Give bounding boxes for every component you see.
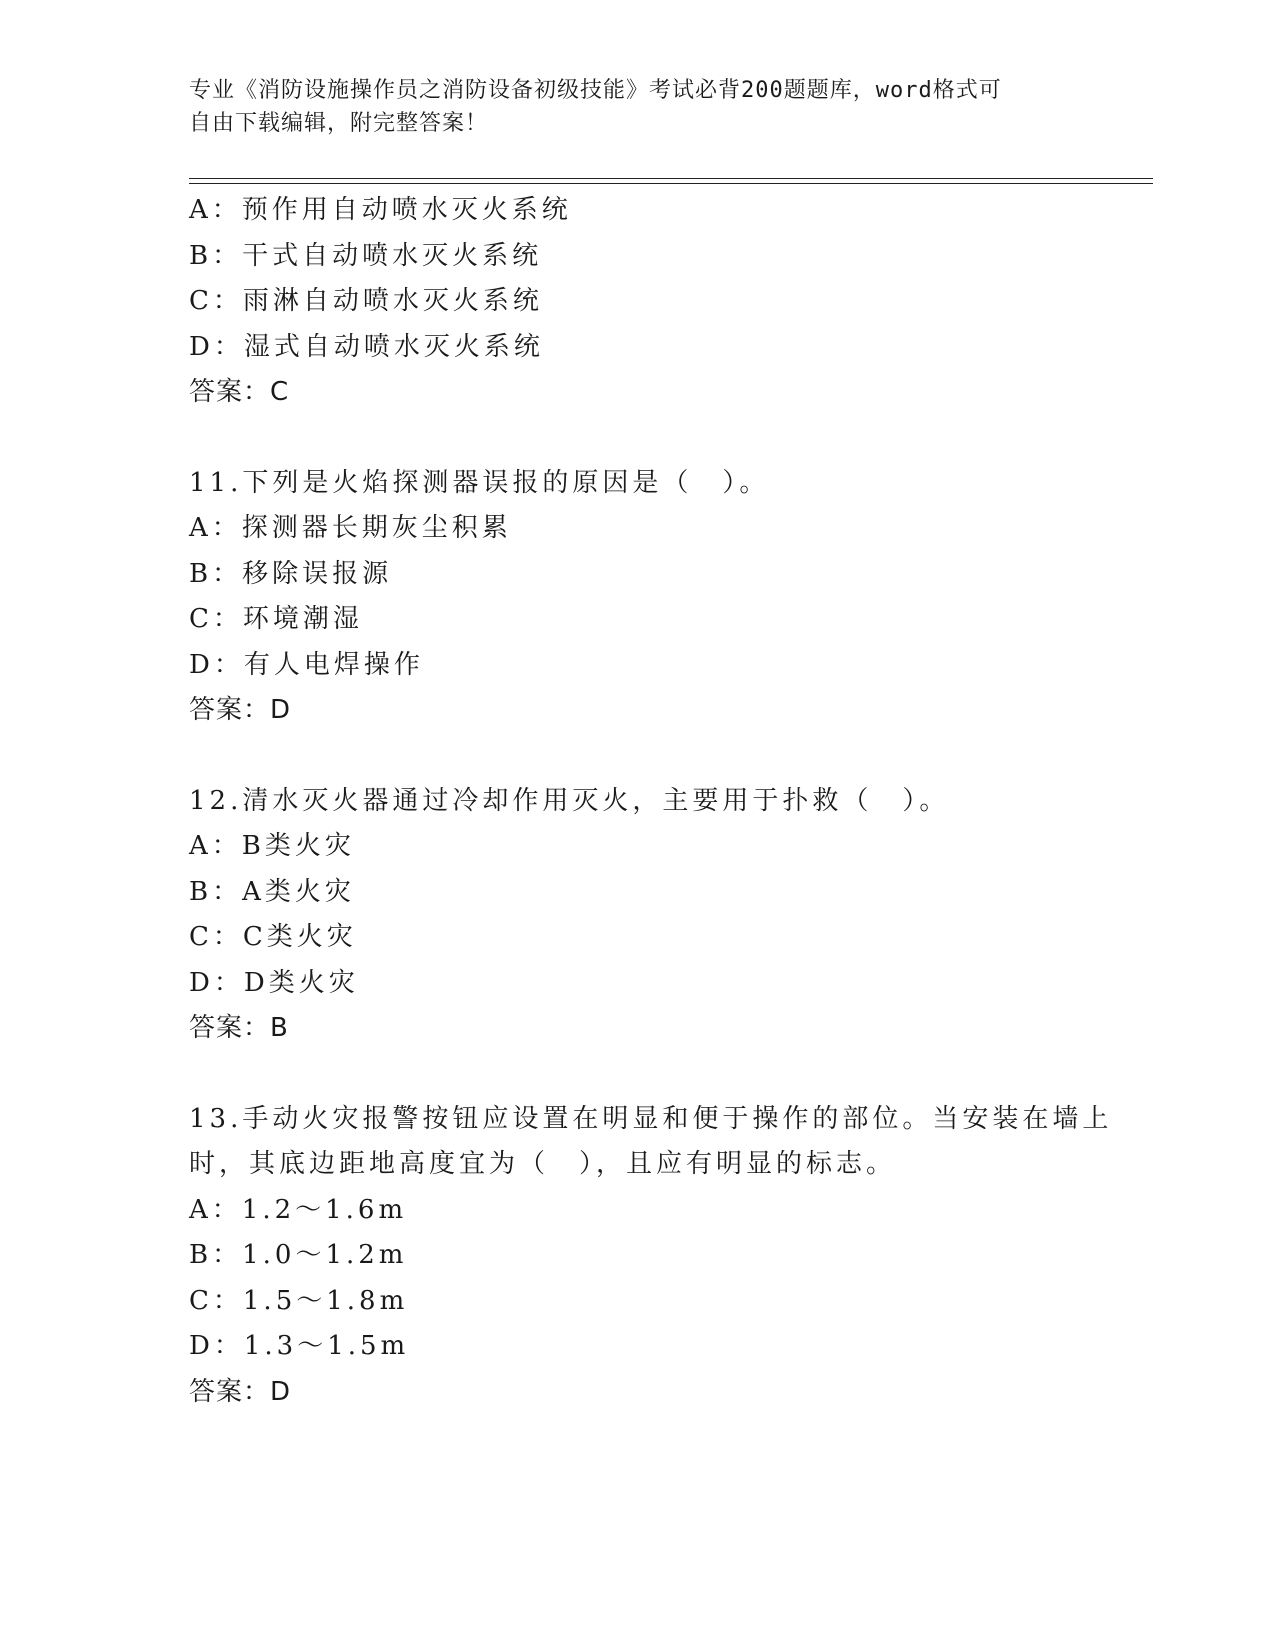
question-block-10 (189, 188, 1089, 416)
question-text: 11.下列是火焰探测器误报的原因是（ ）。 (189, 467, 770, 498)
option-c: C：C类火灾 (189, 922, 357, 952)
option-c: C：1.5～1.8m (189, 1285, 409, 1316)
option-b: B：A类火灾 (189, 876, 355, 907)
question-block-13 (189, 1097, 1113, 1416)
option-d: D：湿式自动喷水灭火系统 (189, 331, 544, 362)
option-b: B：1.0～1.2m (189, 1240, 408, 1270)
answer-text: 答案：B (189, 1013, 289, 1043)
option-d: D：有人电焊操作 (189, 649, 424, 680)
option-c: C：环境潮湿 (189, 604, 363, 634)
option-d: D：1.3～1.5m (189, 1331, 410, 1361)
block-spacer (189, 734, 1089, 779)
question-text-line-1: 13.手动火灾报警按钮应设置在明显和便于操作的部位。当安装在墙上 (189, 1103, 1113, 1134)
option-a: A：预作用自动喷水灭火系统 (189, 195, 572, 225)
option-a: A：1.2～1.6m (189, 1194, 408, 1225)
header-divider-top (189, 178, 1153, 179)
document-header (189, 74, 1089, 140)
option-a: A：探测器长期灰尘积累 (189, 513, 512, 543)
header-divider-bottom (189, 183, 1153, 184)
option-d: D：D类火灾 (189, 967, 359, 998)
block-spacer (189, 1052, 1089, 1097)
answer-text: 答案：D (189, 1376, 292, 1407)
question-text-line-2: 时，其底边距地高度宜为（ ），且应有明显的标志。 (189, 1149, 897, 1179)
question-content (189, 188, 1113, 1415)
question-block-11 (189, 461, 1089, 734)
question-text: 12.清水灭火器通过冷却作用灭火，主要用于扑救（ ）。 (189, 785, 950, 816)
answer-text: 答案：C (189, 377, 290, 407)
question-block-12 (189, 779, 1089, 1052)
option-b: B：干式自动喷水灭火系统 (189, 240, 543, 271)
header-title-line-2: 自由下载编辑，附完整答案！ (189, 111, 489, 136)
block-spacer (189, 416, 1089, 461)
option-b: B：移除误报源 (189, 558, 393, 589)
option-c: C：雨淋自动喷水灭火系统 (189, 286, 543, 316)
answer-text: 答案：D (189, 695, 292, 725)
header-title-line-1: 专业《消防设施操作员之消防设备初级技能》考试必背200题题库，word格式可 (189, 78, 1002, 103)
option-a: A：B类火灾 (189, 831, 355, 861)
